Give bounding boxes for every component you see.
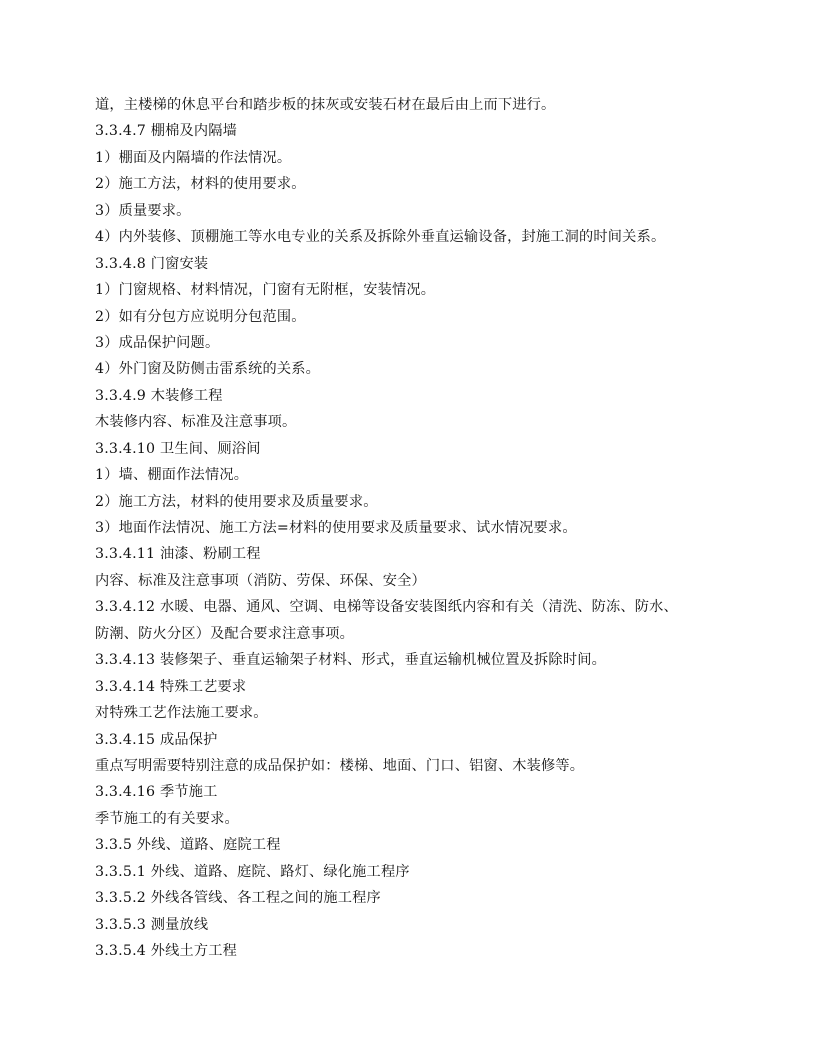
section-heading: 3.3.5 外线、道路、庭院工程 <box>95 837 281 854</box>
list-item: 3）质量要求。 <box>95 202 191 219</box>
section-heading: 3.3.4.11 油漆、粉刷工程 <box>95 546 261 563</box>
list-item: 2）如有分包方应说明分包范围。 <box>95 308 306 325</box>
text-line: 对特殊工艺作法施工要求。 <box>95 705 268 722</box>
list-item: 4）外门窗及防侧击雷系统的关系。 <box>95 361 321 378</box>
section-heading: 3.3.5.2 外线各管线、各工程之间的施工程序 <box>95 890 381 907</box>
section-heading: 3.3.4.9 木装修工程 <box>95 387 223 404</box>
section-heading: 3.3.4.14 特殊工艺要求 <box>95 678 247 695</box>
section-heading: 3.3.4.16 季节施工 <box>95 784 218 801</box>
section-heading: 3.3.5.4 外线土方工程 <box>95 943 238 959</box>
section-heading: 3.3.5.3 测量放线 <box>95 916 209 933</box>
section-heading: 3.3.4.13 装修架子、垂直运输架子材料、形式，垂直运输机械位置及拆除时间。 <box>95 652 606 669</box>
list-item: 2）施工方法，材料的使用要求。 <box>95 176 306 193</box>
text-line: 木装修内容、标准及注意事项。 <box>95 414 297 431</box>
list-item: 2）施工方法，材料的使用要求及质量要求。 <box>95 493 378 510</box>
section-heading: 3.3.5.1 外线、道路、庭院、路灯、绿化施工程序 <box>95 863 410 880</box>
text-line: 重点写明需要特别注意的成品保护如：楼梯、地面、门口、铝窗、木装修等。 <box>95 757 585 774</box>
list-item: 1）墙、棚面作法情况。 <box>95 467 249 484</box>
section-heading: 3.3.4.15 成品保护 <box>95 731 218 748</box>
text-line: 内容、标准及注意事项（消防、劳保、环保、安全） <box>95 572 426 589</box>
list-item: 3）成品保护问题。 <box>95 334 220 351</box>
list-item: 3）地面作法情况、施工方法=材料的使用要求及质量要求、试水情况要求。 <box>95 520 577 536</box>
section-heading: 3.3.4.7 棚棉及内隔墙 <box>95 123 238 140</box>
text-line: 道，主楼梯的休息平台和踏步板的抹灰或安装石材在最后由上而下进行。 <box>95 97 556 113</box>
list-item: 1）门窗规格、材料情况，门窗有无附框，安装情况。 <box>95 282 436 299</box>
section-heading: 3.3.4.12 水暖、电器、通风、空调、电梯等设备安装图纸内容和有关（清洗、防冻、防水、 <box>95 599 678 616</box>
section-heading: 3.3.4.8 门窗安装 <box>95 255 209 272</box>
list-item: 1）棚面及内隔墙的作法情况。 <box>95 149 292 166</box>
text-line: 防潮、防火分区）及配合要求注意事项。 <box>95 625 354 642</box>
text-line: 季节施工的有关要求。 <box>95 810 239 827</box>
list-item: 4）内外装修、顶棚施工等水电专业的关系及拆除外垂直运输设备，封施工洞的时间关系。 <box>95 229 666 246</box>
document-body <box>95 92 745 964</box>
section-heading: 3.3.4.10 卫生间、厕浴间 <box>95 440 261 457</box>
